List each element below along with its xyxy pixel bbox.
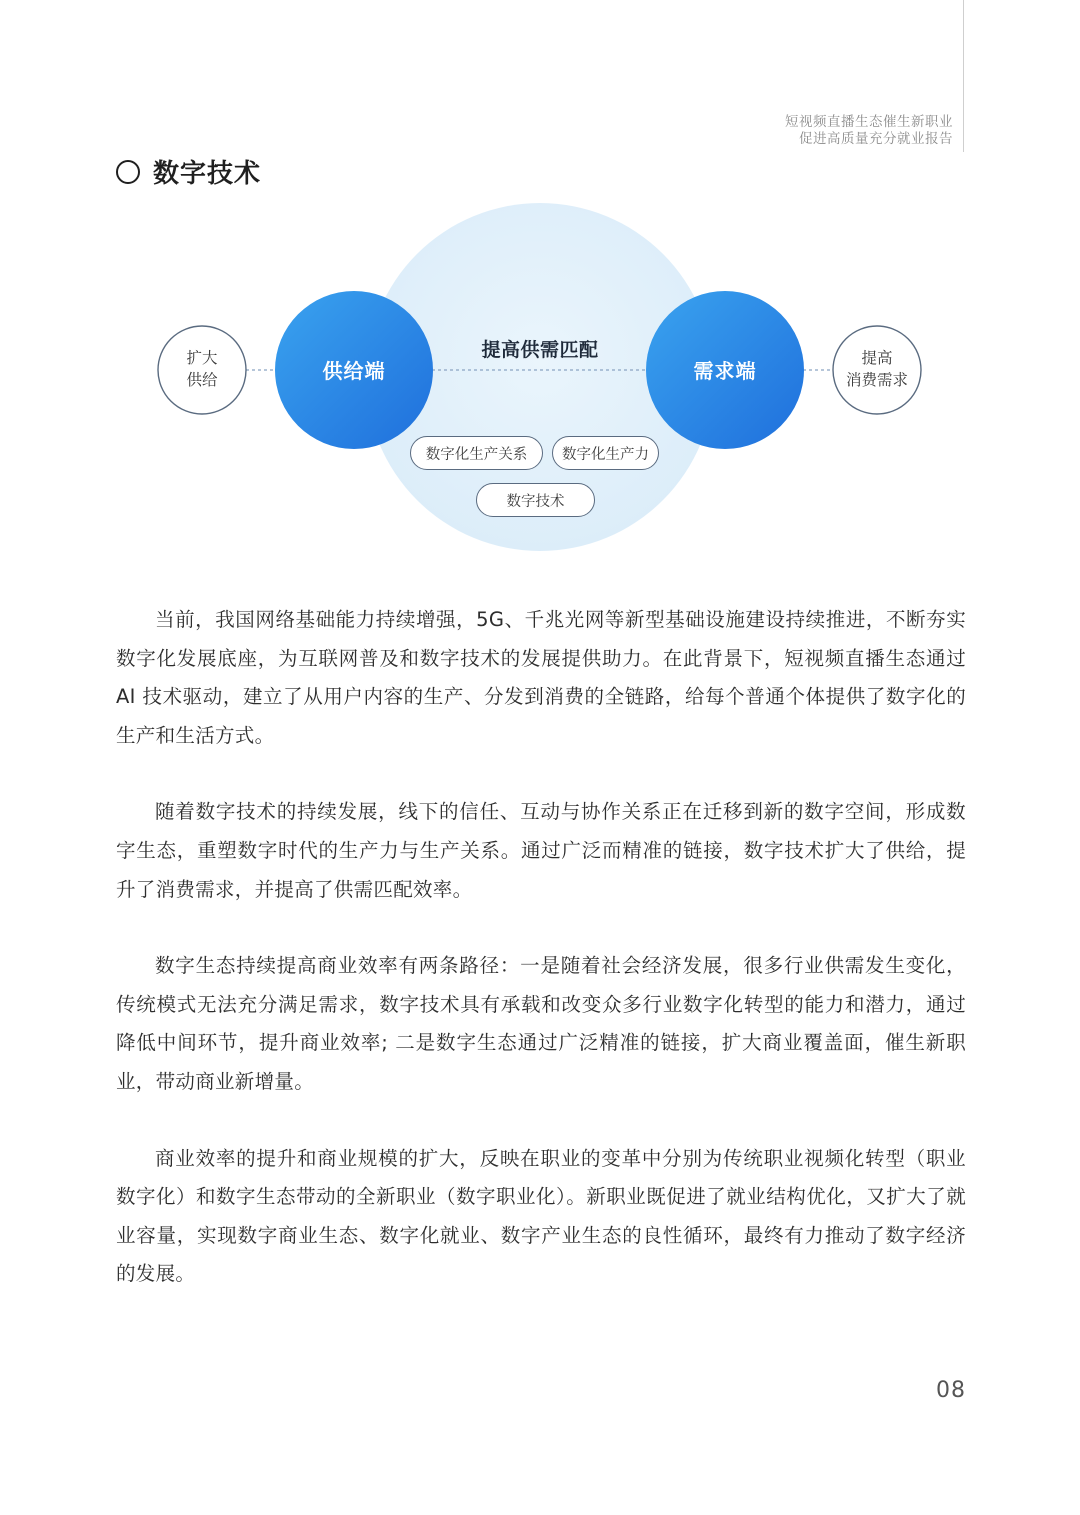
circle-bullet-icon [116, 160, 140, 184]
paragraph-2: 随着数字技术的持续发展，线下的信任、互动与协作关系正在迁移到新的数字空间，形成数字生态，重塑数字时代的生产力与生产关系。通过广泛而精准的链接，数字技术扩大了供给，提升了消费需求，并提高了供需匹配效率。 [116, 800, 966, 901]
expand-supply-text: 扩大 供给 [186, 349, 218, 389]
header-divider [963, 0, 964, 152]
paragraph-4: 商业效率的提升和商业规模的扩大，反映在职业的变革中分别为传统职业视频化转型（职业数字化）和数字生态带动的全新职业（数字职业化）。新职业既促进了就业结构优化，又扩大了就业容量，实现数字商业生态、数字化就业、数字产业生态的良性循环，最终有力推动了数字经济的发展。 [116, 1146, 966, 1286]
header-line-2: 促进高质量充分就业报告 [799, 131, 953, 147]
raise-demand-label [832, 347, 922, 391]
supply-demand-diagram [0, 195, 1080, 560]
body-text [116, 601, 966, 1332]
expand-supply-label [157, 347, 247, 391]
section-heading [116, 150, 261, 192]
paragraph-1: 当前，我国网络基础能力持续增强，5G、千兆光网等新型基础设施建设持续推进，不断夯实数字化发展底座，为互联网普及和数字技术的发展提供助力。在此背景下，短视频直播生态通过 AI 技术驱动，建立了从用户内容的生产、分发到消费的全链路，给每个普通个体提供了数字化的生产和生活方式。 [116, 608, 966, 747]
paragraph-3: 数字生态持续提高商业效率有两条路径：一是随着社会经济发展，很多行业供需发生变化，传统模式无法充分满足需求，数字技术具有承载和改变众多行业数字化转型的能力和潜力，通过降低中间环节，提升商业效率; 二是数字生态通过广泛精准的链接，扩大商业覆盖面，催生新职业，带动商业新增量。 [116, 954, 966, 1093]
pill-digital-tech: 数字技术 [476, 483, 595, 517]
running-header [785, 114, 953, 148]
match-label: 提高供需匹配 [481, 339, 599, 361]
header-line-1: 短视频直播生态催生新职业 [785, 114, 953, 130]
pill-digital-productivity: 数字化生产力 [552, 436, 659, 470]
section-title: 数字技术 [153, 158, 262, 189]
raise-demand-text: 提高 消费需求 [845, 349, 908, 389]
supply-side-label: 供给端 [322, 359, 386, 383]
demand-side-label: 需求端 [693, 359, 757, 383]
page-number: 08 [936, 1378, 966, 1403]
pill-digital-relations: 数字化生产关系 [410, 436, 543, 470]
